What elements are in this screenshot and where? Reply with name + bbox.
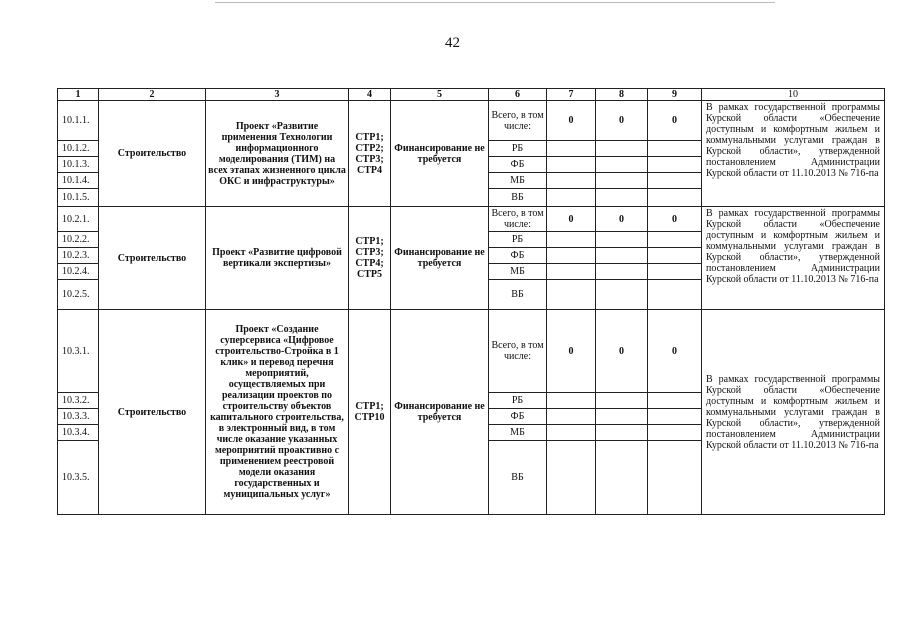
source-total: Всего, в том числе: (489, 101, 547, 141)
row-code: 10.3.5. (58, 441, 99, 515)
activities-table (57, 88, 885, 515)
row-code: 10.2.4. (58, 264, 99, 280)
empty-cell (596, 441, 648, 515)
source-mb: МБ (489, 425, 547, 441)
empty-cell (648, 232, 702, 248)
header-cell: 2 (99, 89, 206, 101)
header-cell: 4 (349, 89, 391, 101)
source-mb: МБ (489, 173, 547, 189)
empty-cell (648, 425, 702, 441)
empty-cell (547, 141, 596, 157)
empty-cell (596, 409, 648, 425)
source-vb: ВБ (489, 189, 547, 207)
stage-cell: Строительство (99, 310, 206, 515)
row-code: 10.1.5. (58, 189, 99, 207)
header-cell: 8 (596, 89, 648, 101)
header-cell: 5 (391, 89, 489, 101)
project-cell: Проект «Развитие цифровой вертикали экспертизы» (206, 207, 349, 310)
source-total: Всего, в том числе: (489, 310, 547, 393)
note-cell: В рамках государственной программы Курской области «Обеспечение доступным и комфортным жильем и коммунальными услугами граждан в Курской области», утвержденной постановлением Администрации Курской области от 11.10.2013 № 716-па (702, 310, 885, 515)
empty-cell (648, 280, 702, 310)
stage-cell: Строительство (99, 207, 206, 310)
header-cell: 10 (702, 89, 885, 101)
empty-cell (648, 157, 702, 173)
empty-cell (596, 173, 648, 189)
empty-cell (648, 248, 702, 264)
empty-cell (648, 141, 702, 157)
empty-cell (547, 409, 596, 425)
value-col7: 0 (547, 310, 596, 393)
source-rb: РБ (489, 141, 547, 157)
empty-cell (596, 264, 648, 280)
header-cell: 9 (648, 89, 702, 101)
header-cell: 1 (58, 89, 99, 101)
value-col8: 0 (596, 310, 648, 393)
funding-cell: Финансирование не требуется (391, 101, 489, 207)
source-fb: ФБ (489, 409, 547, 425)
value-col8: 0 (596, 207, 648, 232)
top-rule (215, 2, 775, 3)
funding-cell: Финансирование не требуется (391, 207, 489, 310)
str-cell: СТР1; СТР3; СТР4; СТР5 (349, 207, 391, 310)
row-code: 10.3.2. (58, 393, 99, 409)
source-vb: ВБ (489, 441, 547, 515)
page-number: 42 (445, 35, 460, 51)
row-code: 10.1.4. (58, 173, 99, 189)
table-row (58, 207, 885, 232)
row-code: 10.2.3. (58, 248, 99, 264)
empty-cell (596, 393, 648, 409)
empty-cell (596, 425, 648, 441)
empty-cell (596, 189, 648, 207)
header-cell: 7 (547, 89, 596, 101)
empty-cell (547, 157, 596, 173)
empty-cell (596, 157, 648, 173)
empty-cell (648, 173, 702, 189)
table-row (58, 101, 885, 141)
funding-cell: Финансирование не требуется (391, 310, 489, 515)
source-vb: ВБ (489, 280, 547, 310)
empty-cell (547, 264, 596, 280)
empty-cell (596, 141, 648, 157)
source-rb: РБ (489, 232, 547, 248)
table-row (58, 310, 885, 393)
row-code: 10.1.2. (58, 141, 99, 157)
str-cell: СТР1; СТР2; СТР3; СТР4 (349, 101, 391, 207)
source-mb: МБ (489, 264, 547, 280)
source-total: Всего, в том числе: (489, 207, 547, 232)
empty-cell (547, 232, 596, 248)
empty-cell (596, 232, 648, 248)
empty-cell (596, 280, 648, 310)
value-col9: 0 (648, 101, 702, 141)
empty-cell (648, 393, 702, 409)
empty-cell (547, 425, 596, 441)
header-row (58, 89, 885, 101)
empty-cell (547, 189, 596, 207)
row-code: 10.2.2. (58, 232, 99, 248)
empty-cell (596, 248, 648, 264)
project-cell: Проект «Создание суперсервиса «Цифровое строительство-Стройка в 1 клик» и перевод перечня мероприятий, осуществляемых при реализации проектов по строительству объектов капитального строительства, в электронный вид, в том числе оказание указанных мероприятий проактивно с применением реестровой модели оказания государственных и муниципальных услуг» (206, 310, 349, 515)
empty-cell (648, 264, 702, 280)
empty-cell (648, 409, 702, 425)
row-code: 10.3.4. (58, 425, 99, 441)
row-code: 10.3.3. (58, 409, 99, 425)
empty-cell (547, 393, 596, 409)
source-fb: ФБ (489, 157, 547, 173)
str-cell: СТР1; СТР10 (349, 310, 391, 515)
value-col7: 0 (547, 207, 596, 232)
source-rb: РБ (489, 393, 547, 409)
stage-cell: Строительство (99, 101, 206, 207)
empty-cell (547, 173, 596, 189)
header-cell: 3 (206, 89, 349, 101)
row-code: 10.2.5. (58, 280, 99, 310)
note-cell: В рамках государственной программы Курской области «Обеспечение доступным и комфортным жильем и коммунальными услугами граждан в Курской области», утвержденной постановлением Администрации Курской области от 11.10.2013 № 716-па (702, 207, 885, 310)
project-cell: Проект «Развитие применения Технологии информационного моделирования (ТИМ) на всех этапах жизненного цикла ОКС и инфраструктуры» (206, 101, 349, 207)
empty-cell (547, 248, 596, 264)
row-code: 10.1.1. (58, 101, 99, 141)
value-col8: 0 (596, 101, 648, 141)
value-col9: 0 (648, 207, 702, 232)
note-cell: В рамках государственной программы Курской области «Обеспечение доступным и комфортным жильем и коммунальными услугами граждан в Курской области», утвержденной постановлением Администрации Курской области от 11.10.2013 № 716-па (702, 101, 885, 207)
header-cell: 6 (489, 89, 547, 101)
empty-cell (648, 441, 702, 515)
value-col7: 0 (547, 101, 596, 141)
row-code: 10.2.1. (58, 207, 99, 232)
empty-cell (547, 441, 596, 515)
row-code: 10.3.1. (58, 310, 99, 393)
empty-cell (648, 189, 702, 207)
empty-cell (547, 280, 596, 310)
value-col9: 0 (648, 310, 702, 393)
row-code: 10.1.3. (58, 157, 99, 173)
source-fb: ФБ (489, 248, 547, 264)
